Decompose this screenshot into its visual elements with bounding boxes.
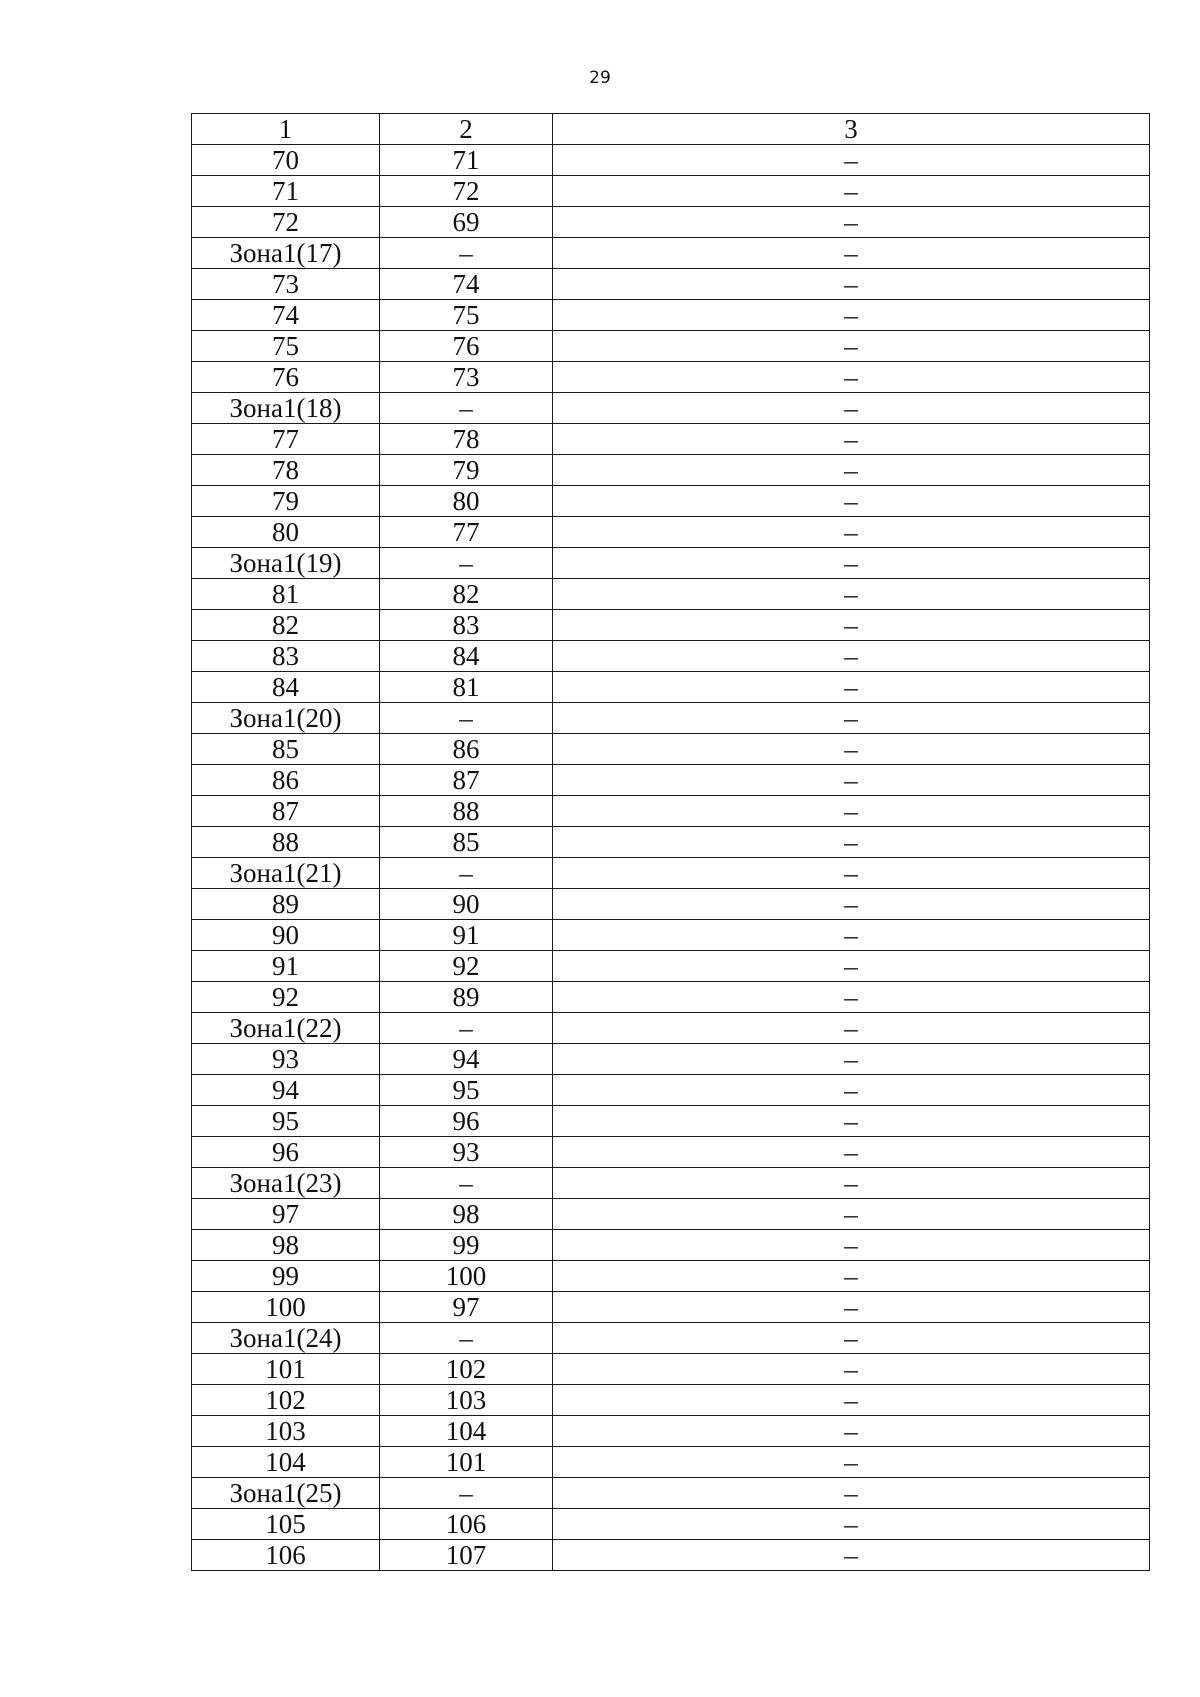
cell-col3: – (553, 734, 1150, 765)
table-row (192, 920, 1150, 951)
table-row (192, 300, 1150, 331)
table-row (192, 1075, 1150, 1106)
cell-col1: 76 (192, 362, 380, 393)
cell-col3: – (553, 1540, 1150, 1571)
table-row (192, 1509, 1150, 1540)
cell-col3: – (553, 1323, 1150, 1354)
cell-col1: 93 (192, 1044, 380, 1075)
table-body (192, 114, 1150, 1571)
table-row (192, 145, 1150, 176)
cell-col1: Зона1(22) (192, 1013, 380, 1044)
cell-col1: 104 (192, 1447, 380, 1478)
cell-col1: 83 (192, 641, 380, 672)
table-row (192, 269, 1150, 300)
table-row (192, 1354, 1150, 1385)
table-row (192, 951, 1150, 982)
cell-col2: 86 (380, 734, 553, 765)
cell-col2: – (380, 1323, 553, 1354)
cell-col1: 72 (192, 207, 380, 238)
table-row (192, 1385, 1150, 1416)
cell-col1: 106 (192, 1540, 380, 1571)
cell-col3: – (553, 207, 1150, 238)
cell-col2: 101 (380, 1447, 553, 1478)
cell-col1: 84 (192, 672, 380, 703)
cell-col1: 73 (192, 269, 380, 300)
cell-col3: – (553, 579, 1150, 610)
cell-col3: – (553, 238, 1150, 269)
cell-col1: Зона1(25) (192, 1478, 380, 1509)
cell-col3: – (553, 1013, 1150, 1044)
cell-col2: 93 (380, 1137, 553, 1168)
table-row (192, 1540, 1150, 1571)
cell-col3: – (553, 1385, 1150, 1416)
cell-col3: – (553, 1168, 1150, 1199)
cell-col3: – (553, 269, 1150, 300)
cell-col1: 98 (192, 1230, 380, 1261)
table-row (192, 176, 1150, 207)
cell-col2: – (380, 1168, 553, 1199)
cell-col1: 70 (192, 145, 380, 176)
cell-col1: Зона1(20) (192, 703, 380, 734)
table-row (192, 982, 1150, 1013)
cell-col3: – (553, 1416, 1150, 1447)
cell-col3: – (553, 889, 1150, 920)
table-row (192, 1416, 1150, 1447)
cell-col2: 87 (380, 765, 553, 796)
cell-col1: Зона1(23) (192, 1168, 380, 1199)
cell-col3: – (553, 765, 1150, 796)
cell-col2: 98 (380, 1199, 553, 1230)
cell-col2: – (380, 703, 553, 734)
cell-col2: 90 (380, 889, 553, 920)
cell-col1: 86 (192, 765, 380, 796)
cell-col2: 88 (380, 796, 553, 827)
cell-col2: 81 (380, 672, 553, 703)
cell-col1: 81 (192, 579, 380, 610)
cell-col2: 74 (380, 269, 553, 300)
table-row (192, 703, 1150, 734)
table-row (192, 548, 1150, 579)
cell-col3: – (553, 1509, 1150, 1540)
cell-col1: 75 (192, 331, 380, 362)
cell-col3: – (553, 1292, 1150, 1323)
table-row (192, 889, 1150, 920)
table-row (192, 796, 1150, 827)
cell-col3: – (553, 331, 1150, 362)
cell-col2: 92 (380, 951, 553, 982)
table-row (192, 1230, 1150, 1261)
table-row (192, 362, 1150, 393)
cell-col2: 80 (380, 486, 553, 517)
cell-col2: 95 (380, 1075, 553, 1106)
cell-col2: 75 (380, 300, 553, 331)
cell-col3: – (553, 1230, 1150, 1261)
cell-col1: 90 (192, 920, 380, 951)
cell-col3: – (553, 176, 1150, 207)
table-header-row (192, 114, 1150, 145)
data-table (191, 113, 1150, 1571)
table-row (192, 424, 1150, 455)
cell-col2: 102 (380, 1354, 553, 1385)
table-row (192, 1292, 1150, 1323)
cell-col1: 82 (192, 610, 380, 641)
cell-col3: – (553, 1478, 1150, 1509)
cell-col3: – (553, 796, 1150, 827)
cell-col1: 91 (192, 951, 380, 982)
cell-col1: 100 (192, 1292, 380, 1323)
cell-col3: – (553, 641, 1150, 672)
cell-col2: 99 (380, 1230, 553, 1261)
cell-col3: – (553, 300, 1150, 331)
cell-col3: – (553, 1199, 1150, 1230)
cell-col1: 80 (192, 517, 380, 548)
cell-col3: – (553, 424, 1150, 455)
cell-col2: 84 (380, 641, 553, 672)
cell-col2: 89 (380, 982, 553, 1013)
table-row (192, 641, 1150, 672)
table-row (192, 486, 1150, 517)
cell-col1: 92 (192, 982, 380, 1013)
cell-col2: – (380, 548, 553, 579)
cell-col2: 85 (380, 827, 553, 858)
cell-col2: 79 (380, 455, 553, 486)
table-row (192, 1199, 1150, 1230)
cell-col2: 100 (380, 1261, 553, 1292)
cell-col2: 103 (380, 1385, 553, 1416)
cell-col3: – (553, 982, 1150, 1013)
cell-col3: – (553, 920, 1150, 951)
header-cell-col2: 2 (380, 114, 553, 145)
cell-col3: – (553, 1044, 1150, 1075)
table-row (192, 858, 1150, 889)
table-row (192, 1044, 1150, 1075)
cell-col2: – (380, 1013, 553, 1044)
cell-col1: 85 (192, 734, 380, 765)
cell-col1: Зона1(19) (192, 548, 380, 579)
cell-col3: – (553, 1106, 1150, 1137)
cell-col1: 79 (192, 486, 380, 517)
cell-col1: 99 (192, 1261, 380, 1292)
cell-col1: 71 (192, 176, 380, 207)
cell-col2: 91 (380, 920, 553, 951)
cell-col3: – (553, 703, 1150, 734)
cell-col3: – (553, 1137, 1150, 1168)
cell-col2: – (380, 858, 553, 889)
cell-col2: 78 (380, 424, 553, 455)
cell-col2: 97 (380, 1292, 553, 1323)
cell-col3: – (553, 672, 1150, 703)
header-cell-col3: 3 (553, 114, 1150, 145)
cell-col1: 96 (192, 1137, 380, 1168)
cell-col1: 94 (192, 1075, 380, 1106)
cell-col2: 83 (380, 610, 553, 641)
table-row (192, 610, 1150, 641)
cell-col3: – (553, 393, 1150, 424)
table-row (192, 765, 1150, 796)
cell-col3: – (553, 145, 1150, 176)
cell-col3: – (553, 455, 1150, 486)
cell-col2: 76 (380, 331, 553, 362)
cell-col2: 107 (380, 1540, 553, 1571)
table-row (192, 1137, 1150, 1168)
cell-col1: 97 (192, 1199, 380, 1230)
table-row (192, 238, 1150, 269)
cell-col1: 105 (192, 1509, 380, 1540)
page-number: 29 (589, 68, 611, 88)
cell-col1: Зона1(24) (192, 1323, 380, 1354)
cell-col2: 82 (380, 579, 553, 610)
cell-col1: 88 (192, 827, 380, 858)
table-row (192, 1106, 1150, 1137)
cell-col3: – (553, 1354, 1150, 1385)
cell-col2: 72 (380, 176, 553, 207)
table-row (192, 1168, 1150, 1199)
cell-col1: 78 (192, 455, 380, 486)
table-row (192, 393, 1150, 424)
cell-col3: – (553, 1075, 1150, 1106)
cell-col3: – (553, 548, 1150, 579)
table-row (192, 1013, 1150, 1044)
cell-col2: 106 (380, 1509, 553, 1540)
cell-col2: – (380, 1478, 553, 1509)
cell-col3: – (553, 827, 1150, 858)
cell-col3: – (553, 610, 1150, 641)
table-row (192, 1447, 1150, 1478)
cell-col2: 71 (380, 145, 553, 176)
cell-col3: – (553, 486, 1150, 517)
cell-col2: 69 (380, 207, 553, 238)
cell-col1: 102 (192, 1385, 380, 1416)
cell-col2: – (380, 238, 553, 269)
cell-col1: Зона1(21) (192, 858, 380, 889)
cell-col1: 77 (192, 424, 380, 455)
cell-col3: – (553, 1261, 1150, 1292)
cell-col1: Зона1(17) (192, 238, 380, 269)
table-row (192, 517, 1150, 548)
table-row (192, 1323, 1150, 1354)
table-row (192, 1478, 1150, 1509)
table-row (192, 827, 1150, 858)
cell-col1: 103 (192, 1416, 380, 1447)
cell-col3: – (553, 517, 1150, 548)
table-row (192, 331, 1150, 362)
cell-col3: – (553, 951, 1150, 982)
table-row (192, 734, 1150, 765)
cell-col2: 104 (380, 1416, 553, 1447)
header-cell-col1: 1 (192, 114, 380, 145)
cell-col1: 74 (192, 300, 380, 331)
table-row (192, 1261, 1150, 1292)
table-row (192, 579, 1150, 610)
cell-col1: 95 (192, 1106, 380, 1137)
cell-col2: 96 (380, 1106, 553, 1137)
cell-col2: 94 (380, 1044, 553, 1075)
table-row (192, 672, 1150, 703)
table-row (192, 455, 1150, 486)
cell-col2: 77 (380, 517, 553, 548)
cell-col1: 87 (192, 796, 380, 827)
cell-col3: – (553, 1447, 1150, 1478)
cell-col1: 89 (192, 889, 380, 920)
table-row (192, 207, 1150, 238)
cell-col3: – (553, 362, 1150, 393)
cell-col1: 101 (192, 1354, 380, 1385)
cell-col2: 73 (380, 362, 553, 393)
cell-col2: – (380, 393, 553, 424)
cell-col3: – (553, 858, 1150, 889)
cell-col1: Зона1(18) (192, 393, 380, 424)
